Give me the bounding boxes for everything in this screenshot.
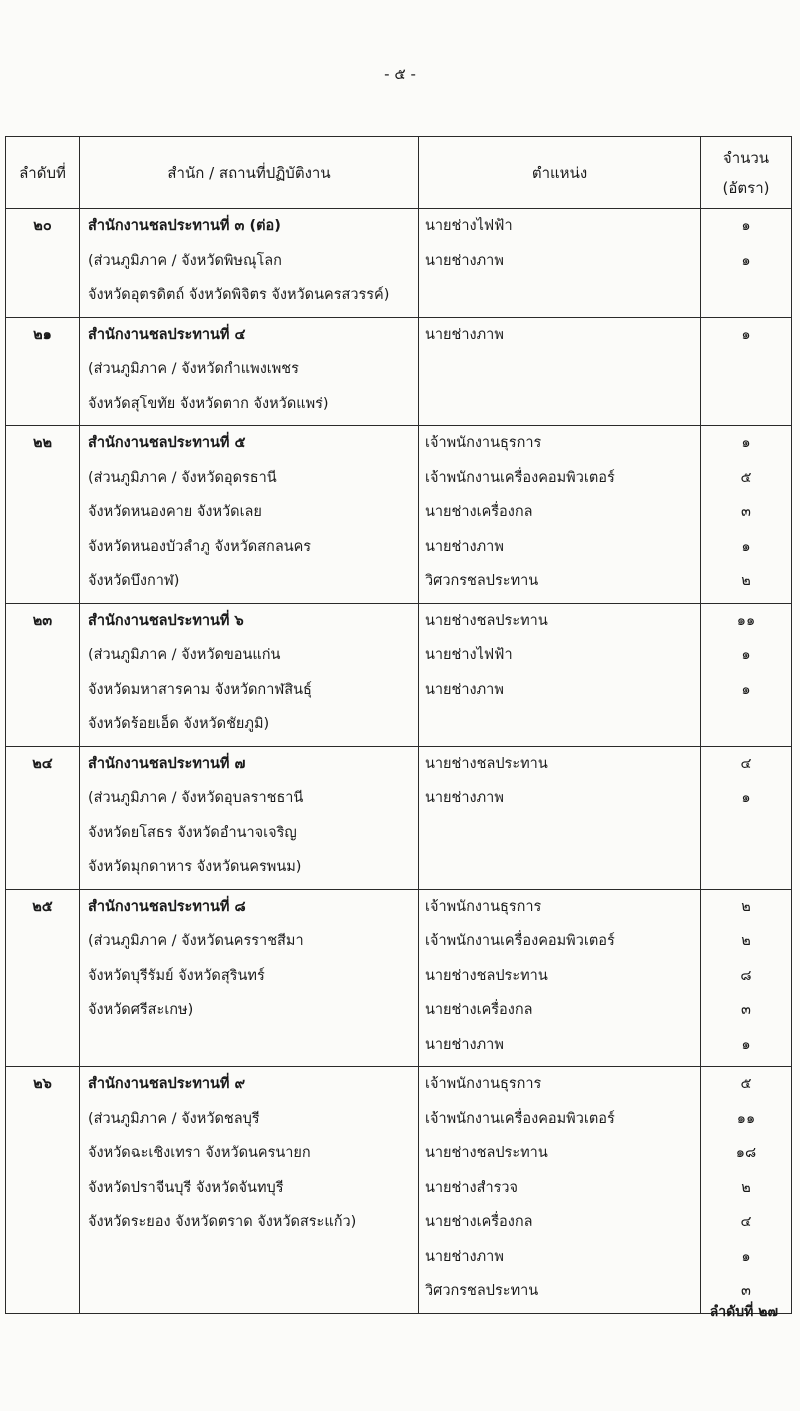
position-name: นายช่างภาพ: [425, 681, 504, 698]
position-name: เจ้าพนักงานธุรการ: [425, 898, 542, 915]
seq-number: ๒๓: [32, 612, 53, 629]
office-cell: [80, 426, 419, 604]
office-cell: [80, 317, 419, 426]
position-name: นายช่างชลประทาน: [425, 967, 548, 984]
count-cell: [701, 889, 792, 1067]
header-seq: ลำดับที่: [6, 137, 80, 209]
seq-number: ๒๖: [33, 1076, 52, 1092]
count-cell: [701, 603, 792, 746]
office-cell: [80, 889, 419, 1067]
table-row: [6, 1067, 792, 1314]
header-office: สำนัก / สถานที่ปฏิบัติงาน: [80, 137, 419, 209]
position-name: วิศวกรชลประทาน: [425, 1283, 539, 1299]
office-name: สำนักงานชลประทานที่ ๗: [88, 755, 246, 772]
office-name: สำนักงานชลประทานที่ ๓ (ต่อ): [88, 218, 281, 234]
seq-number: ๒๑: [33, 326, 52, 343]
seq-cell: [6, 317, 80, 426]
seq-cell: [6, 603, 80, 746]
position-cell: [419, 746, 701, 889]
position-name: นายช่างภาพ: [425, 1036, 504, 1053]
position-cell: [419, 209, 701, 318]
office-location-line: จังหวัดยโสธร จังหวัดอำนาจเจริญ: [88, 824, 297, 841]
position-count: ๑: [741, 790, 751, 806]
office-location-line: จังหวัดสุโขทัย จังหวัดตาก จังหวัดแพร่): [88, 395, 329, 412]
next-page-marker: ลำดับที่ ๒๗: [709, 1304, 778, 1320]
positions-table: [5, 136, 792, 1314]
office-location-line: จังหวัดปราจีนบุรี จังหวัดจันทบุรี: [88, 1179, 284, 1196]
position-count: ๑: [741, 326, 751, 343]
position-count: ๑: [741, 1248, 751, 1265]
position-name: นายช่างเครื่องกล: [425, 1214, 533, 1230]
position-count: ๒: [741, 898, 751, 915]
seq-number: ๒๕: [32, 898, 53, 915]
position-count: ๕: [740, 1076, 752, 1092]
count-cell: [701, 209, 792, 318]
table-row: [6, 746, 792, 889]
header-position: ตำแหน่ง: [419, 137, 701, 209]
office-location-line: จังหวัดร้อยเอ็ด จังหวัดชัยภูมิ): [88, 716, 270, 732]
position-count: ๕: [740, 469, 752, 486]
table-body: [6, 209, 792, 1314]
seq-cell: [6, 889, 80, 1067]
position-count: ๓: [741, 1283, 751, 1299]
count-cell: [701, 746, 792, 889]
header-count-line1: จำนวน: [722, 148, 770, 167]
position-name: นายช่างไฟฟ้า: [425, 647, 513, 663]
position-name: นายช่างภาพ: [425, 790, 504, 806]
position-count: ๒: [741, 933, 751, 949]
position-count: ๑๘: [735, 1145, 757, 1161]
position-name: นายช่างชลประทาน: [425, 1145, 548, 1161]
office-cell: [80, 746, 419, 889]
position-cell: [419, 1067, 701, 1314]
position-name: นายช่างภาพ: [425, 252, 504, 269]
position-name: นายช่างชลประทาน: [425, 612, 548, 629]
position-cell: [419, 889, 701, 1067]
page-number: - ๕ -: [384, 65, 416, 83]
position-count: ๓: [741, 1002, 751, 1018]
office-location-line: จังหวัดบุรีรัมย์ จังหวัดสุรินทร์: [88, 967, 265, 984]
count-cell: [701, 1067, 792, 1314]
office-cell: [80, 209, 419, 318]
seq-cell: [6, 746, 80, 889]
office-location-line: จังหวัดหนองคาย จังหวัดเลย: [88, 504, 262, 520]
count-cell: [701, 317, 792, 426]
office-location-line: (ส่วนภูมิภาค / จังหวัดอุบลราชธานี: [88, 790, 304, 806]
count-cell: [701, 426, 792, 604]
position-name: นายช่างภาพ: [425, 1248, 504, 1265]
position-count: ๑๑: [736, 612, 756, 629]
office-location-line: (ส่วนภูมิภาค / จังหวัดอุดรธานี: [88, 469, 277, 486]
position-name: เจ้าพนักงานเครื่องคอมพิวเตอร์: [425, 469, 615, 486]
position-count: ๑: [741, 647, 751, 663]
position-name: นายช่างเครื่องกล: [425, 1002, 533, 1018]
office-location-line: (ส่วนภูมิภาค / จังหวัดชลบุรี: [88, 1110, 260, 1127]
position-name: นายช่างไฟฟ้า: [425, 218, 513, 234]
position-count: ๑๑: [736, 1110, 756, 1127]
office-name: สำนักงานชลประทานที่ ๘: [88, 898, 246, 915]
position-count: ๑: [741, 218, 751, 234]
position-count: ๔: [740, 1214, 752, 1230]
position-count: ๑: [741, 538, 751, 555]
office-location-line: (ส่วนภูมิภาค / จังหวัดนครราชสีมา: [88, 933, 304, 949]
office-name: สำนักงานชลประทานที่ ๖: [88, 612, 244, 629]
table-header-row: [6, 137, 792, 209]
position-name: เจ้าพนักงานเครื่องคอมพิวเตอร์: [425, 933, 615, 949]
office-location-line: (ส่วนภูมิภาค / จังหวัดขอนแก่น: [88, 647, 281, 663]
table-row: [6, 426, 792, 604]
position-count: ๑: [741, 435, 751, 451]
office-location-line: (ส่วนภูมิภาค / จังหวัดกำแพงเพชร: [88, 361, 299, 377]
seq-cell: [6, 209, 80, 318]
office-cell: [80, 1067, 419, 1314]
seq-number: ๒๒: [32, 435, 53, 451]
position-cell: [419, 603, 701, 746]
position-count: ๔: [740, 755, 752, 772]
office-location-line: จังหวัดบึงกาฬ): [88, 573, 180, 589]
office-location-line: จังหวัดมหาสารคาม จังหวัดกาฬสินธุ์: [88, 681, 312, 698]
table-row: [6, 209, 792, 318]
office-name: สำนักงานชลประทานที่ ๕: [88, 435, 246, 451]
office-location-line: จังหวัดมุกดาหาร จังหวัดนครพนม): [88, 859, 302, 875]
table-row: [6, 889, 792, 1067]
position-count: ๒: [741, 1179, 751, 1196]
seq-number: ๒๔: [32, 755, 53, 772]
header-count-line2: (อัตรา): [722, 178, 770, 197]
position-name: เจ้าพนักงานเครื่องคอมพิวเตอร์: [425, 1110, 615, 1127]
position-name: นายช่างภาพ: [425, 326, 504, 343]
position-count: ๑: [741, 1036, 751, 1053]
office-cell: [80, 603, 419, 746]
position-count: ๘: [740, 967, 752, 984]
position-name: วิศวกรชลประทาน: [425, 573, 539, 589]
position-count: ๒: [741, 573, 751, 589]
office-location-line: จังหวัดอุตรดิตถ์ จังหวัดพิจิตร จังหวัดนครสวรรค์): [88, 287, 390, 303]
position-name: นายช่างสำรวจ: [425, 1179, 519, 1196]
office-location-line: จังหวัดหนองบัวลำภู จังหวัดสกลนคร: [88, 538, 312, 555]
office-location-line: จังหวัดระยอง จังหวัดตราด จังหวัดสระแก้ว): [88, 1214, 357, 1230]
table-row: [6, 317, 792, 426]
office-name: สำนักงานชลประทานที่ ๔: [88, 326, 246, 343]
seq-cell: [6, 426, 80, 604]
office-name: สำนักงานชลประทานที่ ๙: [88, 1076, 246, 1092]
office-location-line: (ส่วนภูมิภาค / จังหวัดพิษณุโลก: [88, 252, 282, 269]
seq-cell: [6, 1067, 80, 1314]
office-location-line: จังหวัดศรีสะเกษ): [88, 1002, 194, 1018]
position-name: นายช่างภาพ: [425, 538, 504, 555]
position-count: ๓: [741, 504, 751, 520]
position-name: เจ้าพนักงานธุรการ: [425, 1076, 542, 1092]
header-count: [701, 137, 792, 209]
position-name: นายช่างเครื่องกล: [425, 504, 533, 520]
position-count: ๑: [741, 252, 751, 269]
seq-number: ๒๐: [33, 218, 52, 234]
position-name: เจ้าพนักงานธุรการ: [425, 435, 542, 451]
position-cell: [419, 317, 701, 426]
position-name: นายช่างชลประทาน: [425, 755, 548, 772]
position-cell: [419, 426, 701, 604]
table-row: [6, 603, 792, 746]
position-count: ๑: [741, 681, 751, 698]
office-location-line: จังหวัดฉะเชิงเทรา จังหวัดนครนายก: [88, 1145, 311, 1161]
